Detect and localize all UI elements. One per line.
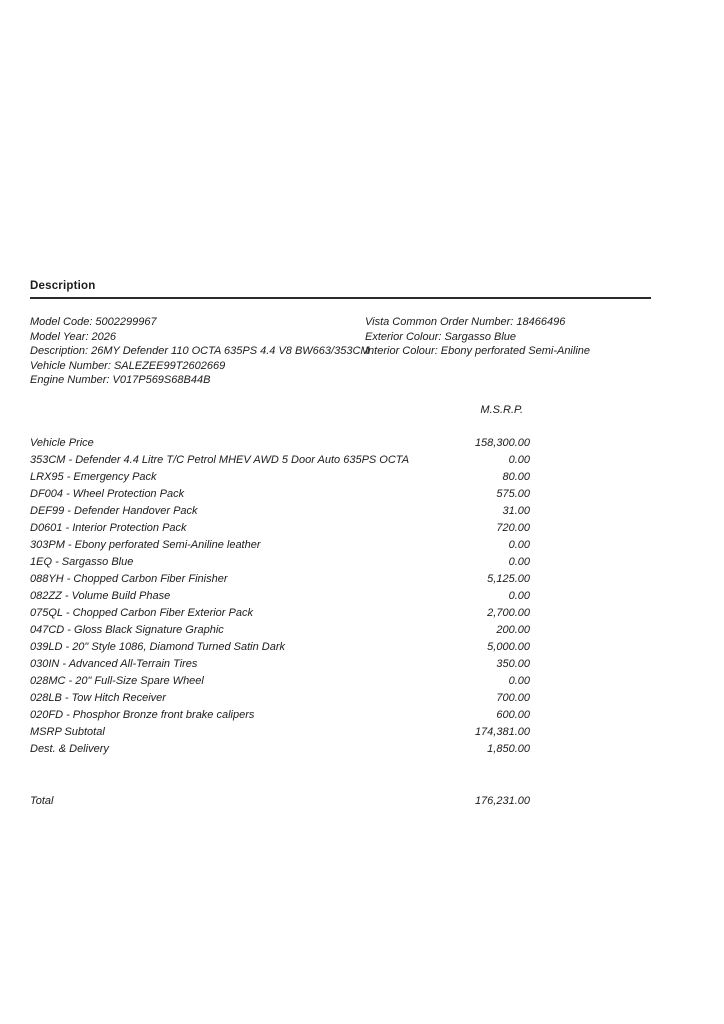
line-item-label: 075QL - Chopped Carbon Fiber Exterior Pack bbox=[30, 607, 253, 619]
line-item-amount: 350.00 bbox=[496, 658, 530, 670]
total-label: Total bbox=[30, 795, 54, 807]
table-row bbox=[30, 658, 530, 675]
line-item-amount: 575.00 bbox=[496, 488, 530, 500]
line-item-label: 039LD - 20" Style 1086, Diamond Turned Satin Dark bbox=[30, 641, 286, 653]
line-item-label: D0601 - Interior Protection Pack bbox=[30, 522, 187, 534]
line-item-amount: 0.00 bbox=[508, 556, 530, 568]
line-item-label: LRX95 - Emergency Pack bbox=[30, 471, 157, 483]
vehicle-info-line: Engine Number: V017P569S68B44B bbox=[30, 374, 211, 387]
section-header bbox=[30, 276, 651, 299]
line-item-amount: 80.00 bbox=[502, 471, 530, 483]
line-item-label: 088YH - Chopped Carbon Fiber Finisher bbox=[30, 573, 228, 585]
line-item-label: MSRP Subtotal bbox=[30, 726, 105, 738]
line-item-amount: 158,300.00 bbox=[474, 437, 530, 449]
line-item-label: 028LB - Tow Hitch Receiver bbox=[30, 692, 166, 704]
table-row bbox=[30, 471, 530, 488]
table-row bbox=[30, 505, 530, 522]
vehicle-info-line: Description: 26MY Defender 110 OCTA 635PS 4.4 V8 BW663/353CM bbox=[30, 345, 370, 358]
vehicle-info-line: Model Code: 5002299967 bbox=[30, 316, 157, 328]
vehicle-info-line: Model Year: 2026 bbox=[30, 330, 117, 343]
vehicle-info-line: Vehicle Number: SALEZEE99T2602669 bbox=[30, 359, 226, 372]
line-item-amount: 200.00 bbox=[496, 624, 530, 636]
line-item-amount: 0.00 bbox=[508, 539, 530, 551]
line-item-amount: 174,381.00 bbox=[474, 726, 530, 738]
line-item-label: 353CM - Defender 4.4 Litre T/C Petrol MHEV AWD 5 Door Auto 635PS OCTA bbox=[30, 454, 410, 466]
vehicle-info-left-column bbox=[30, 315, 370, 388]
line-item-label: 303PM - Ebony perforated Semi-Aniline leather bbox=[30, 539, 261, 551]
table-row bbox=[30, 556, 530, 573]
line-item-label: DF004 - Wheel Protection Pack bbox=[30, 488, 185, 500]
table-row bbox=[30, 437, 530, 454]
table-row bbox=[30, 709, 530, 726]
price-column-header: M.S.R.P. bbox=[480, 404, 523, 416]
line-item-amount: 0.00 bbox=[508, 454, 530, 466]
line-item-label: 082ZZ - Volume Build Phase bbox=[30, 590, 171, 602]
line-item-amount: 5,125.00 bbox=[487, 573, 530, 585]
vehicle-info-line: Vista Common Order Number: 18466496 bbox=[365, 316, 566, 328]
table-row bbox=[30, 522, 530, 539]
line-item-label: Vehicle Price bbox=[30, 437, 94, 449]
line-item-amount: 600.00 bbox=[496, 709, 530, 721]
line-items-table bbox=[30, 437, 530, 760]
line-item-amount: 2,700.00 bbox=[487, 607, 530, 619]
vehicle-info-line: Interior Colour: Ebony perforated Semi-Aniline bbox=[365, 345, 591, 358]
line-item-label: 1EQ - Sargasso Blue bbox=[30, 556, 134, 568]
line-item-amount: 5,000.00 bbox=[487, 641, 530, 653]
table-row bbox=[30, 590, 530, 607]
line-item-label: 030IN - Advanced All-Terrain Tires bbox=[30, 658, 198, 670]
table-row bbox=[30, 539, 530, 556]
table-row bbox=[30, 692, 530, 709]
vehicle-info-line: Exterior Colour: Sargasso Blue bbox=[365, 330, 517, 343]
total-amount: 176,231.00 bbox=[474, 795, 530, 807]
line-item-label: 028MC - 20" Full-Size Spare Wheel bbox=[30, 675, 204, 687]
table-row bbox=[30, 624, 530, 641]
table-row bbox=[30, 726, 530, 743]
line-item-amount: 0.00 bbox=[508, 590, 530, 602]
line-item-amount: 1,850.00 bbox=[487, 743, 530, 755]
total-row bbox=[30, 795, 530, 812]
table-row bbox=[30, 454, 530, 471]
line-item-label: 047CD - Gloss Black Signature Graphic bbox=[30, 624, 224, 636]
table-row bbox=[30, 607, 530, 624]
table-row bbox=[30, 743, 530, 760]
line-item-label: 020FD - Phosphor Bronze front brake calipers bbox=[30, 709, 255, 721]
vehicle-info-right-column bbox=[365, 315, 590, 359]
table-row bbox=[30, 675, 530, 692]
line-item-amount: 700.00 bbox=[496, 692, 530, 704]
line-item-label: DEF99 - Defender Handover Pack bbox=[30, 505, 198, 517]
table-row bbox=[30, 488, 530, 505]
line-item-amount: 720.00 bbox=[496, 522, 530, 534]
table-row bbox=[30, 641, 530, 658]
section-title: Description bbox=[30, 280, 96, 292]
line-item-amount: 0.00 bbox=[508, 675, 530, 687]
line-item-amount: 31.00 bbox=[502, 505, 530, 517]
line-item-label: Dest. & Delivery bbox=[30, 743, 109, 755]
table-row bbox=[30, 573, 530, 590]
